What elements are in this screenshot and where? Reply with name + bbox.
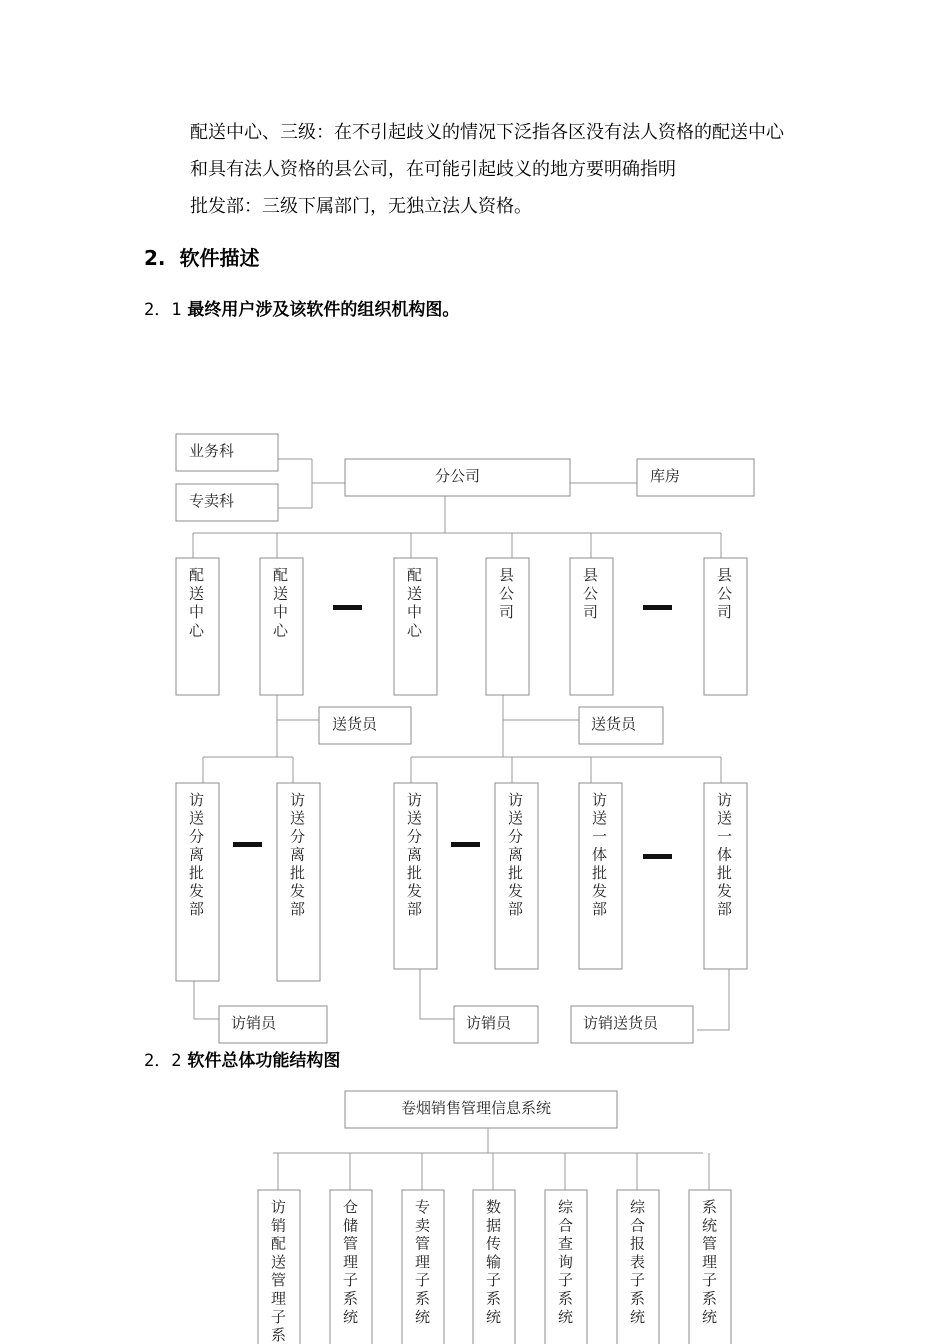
subsection-number: 2．2 — [144, 1051, 182, 1071]
ellipsis-dash — [643, 854, 672, 859]
func-sub-node-1-label: 访销配送管理子系 — [271, 1198, 287, 1344]
org-l2-node-3-label: 配送中心 — [407, 566, 423, 640]
org-level-3 — [176, 783, 747, 981]
section-number: 2. — [144, 246, 166, 270]
func-root-label: 卷烟销售管理信息系统 — [401, 1099, 552, 1117]
org-node-kufang-label: 库房 — [650, 467, 681, 485]
org-l2-node-5-label: 县公司 — [583, 566, 599, 621]
org-l2-node-4-label: 县公司 — [499, 566, 515, 621]
func-sub-node-2-label: 仓储管理子系统 — [343, 1198, 359, 1326]
org-l3-node-4-label: 访送分离批发部 — [508, 791, 524, 919]
paragraph-line-2: 和具有法人资格的县公司，在可能引起歧义的地方要明确指明 — [190, 159, 676, 180]
org-node-fengongsi-label: 分公司 — [435, 467, 481, 485]
func-sub-node-5-label: 综合查询子系统 — [558, 1198, 574, 1326]
org-l2-node-1-label: 配送中心 — [189, 566, 205, 640]
paragraph-line-1: 配送中心、三级：在不引起歧义的情况下泛指各区没有法人资格的配送中心 — [190, 122, 784, 143]
func-subsystems — [258, 1153, 731, 1344]
section-title: 软件描述 — [179, 246, 260, 270]
subsection-title: 软件总体功能结构图 — [187, 1051, 341, 1071]
paragraph-line-3: 批发部：三级下属部门，无独立法人资格。 — [190, 196, 532, 217]
subsection-number: 2．1 — [144, 300, 182, 320]
org-l3-node-3-label: 访送分离批发部 — [407, 791, 423, 919]
org-node-yewuke-label: 业务科 — [189, 442, 235, 460]
func-sub-node-4-label: 数据传输子系统 — [486, 1198, 502, 1326]
func-sub-node-7-label: 系统管理子系统 — [702, 1198, 718, 1326]
org-node-zhuanmaike-label: 专卖科 — [189, 492, 235, 510]
func-sub-node-6-label: 综合报表子系统 — [630, 1198, 646, 1326]
ellipsis-dash — [451, 842, 480, 847]
function-chart — [258, 1091, 731, 1344]
ellipsis-dash — [643, 605, 672, 610]
ellipsis-dash — [333, 605, 362, 610]
ellipsis-dash — [233, 842, 262, 847]
org-node-fangxiaosonghuoyuan-label: 访销送货员 — [583, 1014, 659, 1032]
subsection-title: 最终用户涉及该软件的组织机构图。 — [187, 300, 460, 320]
org-l2-node-2-label: 配送中心 — [273, 566, 289, 640]
org-node-fangxiaoyuan-1-label: 访销员 — [231, 1014, 277, 1032]
org-l3-node-6-label: 访送一体批发部 — [717, 791, 733, 919]
org-l3-node-1-label: 访送分离批发部 — [189, 791, 205, 919]
org-l2-node-6-label: 县公司 — [717, 566, 733, 621]
func-sub-node-3-label: 专卖管理子系统 — [415, 1198, 431, 1326]
org-node-fangxiaoyuan-2-label: 访销员 — [466, 1014, 512, 1032]
org-node-songhuoyuan-2-label: 送货员 — [591, 715, 637, 733]
org-level-2 — [176, 558, 747, 695]
org-chart — [176, 434, 754, 1043]
org-l3-node-5-label: 访送一体批发部 — [592, 791, 608, 919]
org-l3-node-2-label: 访送分离批发部 — [290, 791, 306, 919]
org-node-songhuoyuan-1-label: 送货员 — [332, 715, 378, 733]
